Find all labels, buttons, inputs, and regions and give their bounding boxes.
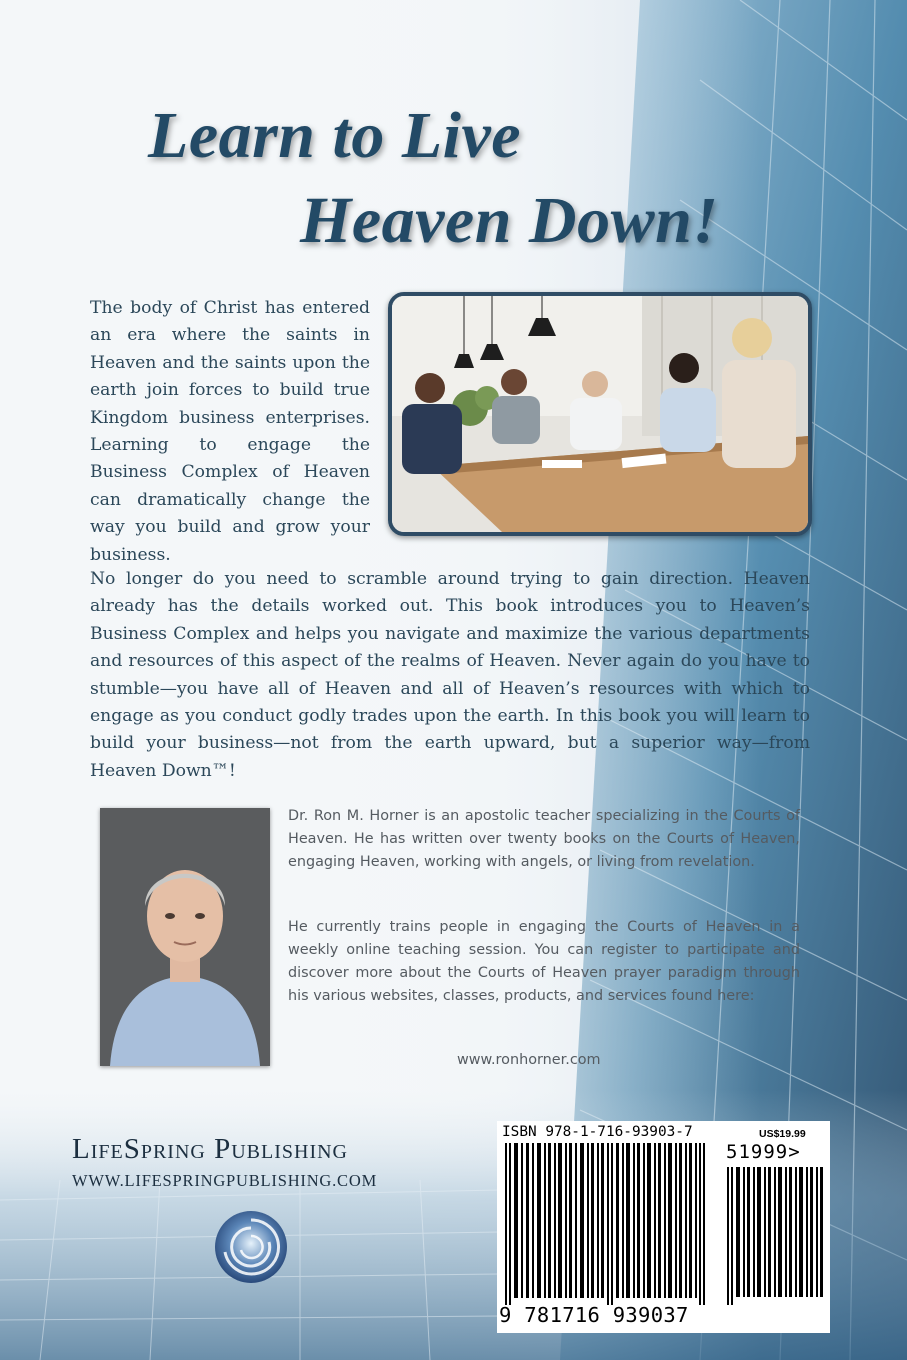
title-line-1: Learn to Live (148, 99, 522, 172)
barcode-bars (497, 1121, 830, 1333)
intro-paragraph: The body of Christ has entered an era where the saints in Heaven and the saints upon the earth join forces to build true Kingdom business enterprises. Learning to engage the Business Complex of Heaven can dramatically change the way you build and grow your business. (90, 298, 370, 565)
publisher-logo (212, 1208, 290, 1286)
meeting-photo-illustration (392, 296, 808, 532)
publisher-name: LifeSpring Publishing (72, 1133, 349, 1165)
price-label: US$19.99 (759, 1128, 806, 1140)
description-paragraph: No longer do you need to scramble around trying to gain direction. Heaven already has the details worked out. This book introduces you to Heaven’s Business Complex and helps you navigate and maximize the various departments and resources of this aspect of the realms of Heaven. Never again do you have to stumble—you have all of Heaven and all of Heaven’s resources with which to engage as you conduct godly trades upon the earth. In this book you will learn to build your business—not from the earth upward, but a superior way—from Heaven Down™! (90, 569, 810, 781)
publisher-website-link[interactable]: WWW.LIFESPRINGPUBLISHING.COM (72, 1171, 378, 1190)
author-training-info: He currently trains people in engaging the Courts of Heaven in a weekly online teaching session. You can register to participate and discover more about the Courts of Heaven prayer paradigm through his various websites, classes, products, and services found here: (288, 919, 800, 1004)
isbn-label: ISBN 978-1-716-93903-7 (502, 1124, 693, 1140)
author-website-link[interactable]: www.ronhorner.com (457, 1052, 601, 1068)
author-bio: Dr. Ron M. Horner is an apostolic teacher specializing in the Courts of Heaven. He has written over twenty books on the Courts of Heaven, engaging Heaven, working with angels, or living from revelation. (288, 808, 800, 870)
price-code: 51999> (726, 1141, 801, 1163)
isbn-digits: 9 781716 939037 (499, 1303, 689, 1327)
meeting-photo (388, 292, 812, 536)
author-photo (100, 808, 270, 1066)
isbn-barcode-box (497, 1121, 830, 1333)
title-line-2: Heaven Down! (300, 184, 719, 257)
